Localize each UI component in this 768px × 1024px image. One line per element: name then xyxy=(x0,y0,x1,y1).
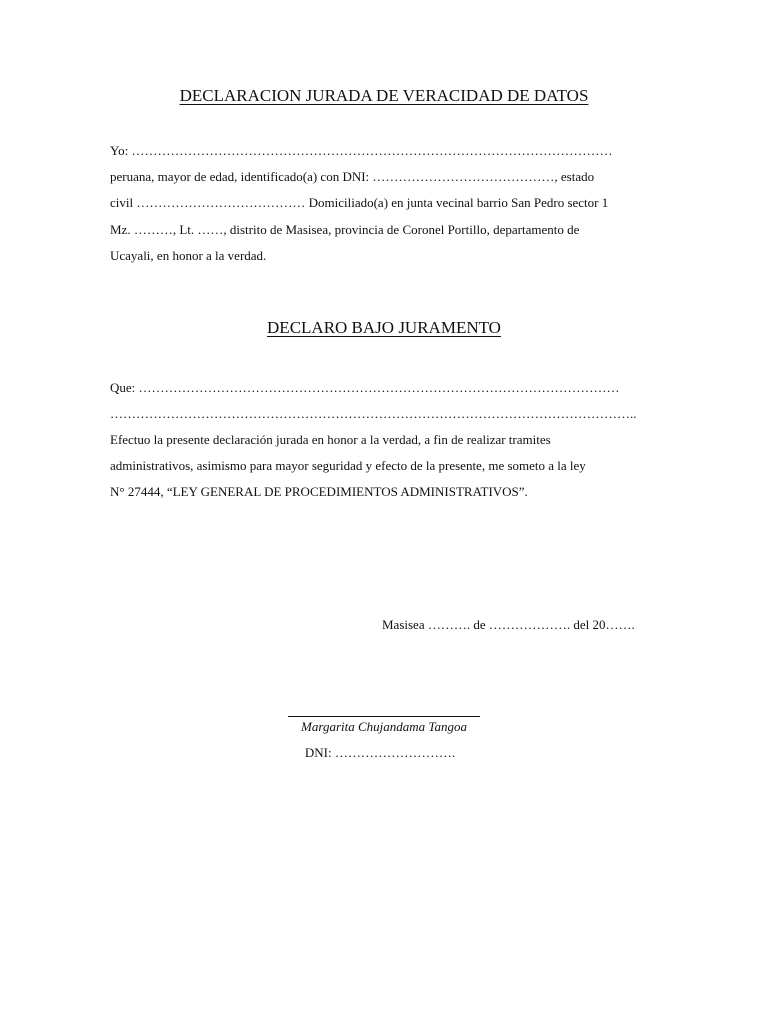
section-heading xyxy=(0,318,768,338)
declaration-line: Efectuo la presente declaración jurada en honor a la verdad, a fin de realizar tramites xyxy=(110,432,551,447)
signatory-dni: DNI: ………………………. xyxy=(304,745,456,760)
section-heading-text: DECLARO BAJO JURAMENTO xyxy=(267,318,501,337)
declaration-line: N° 27444, “LEY GENERAL DE PROCEDIMIENTOS ADMINISTRATIVOS”. xyxy=(110,484,528,499)
signature-block xyxy=(0,716,768,761)
intro-line: Yo: ………………………………………………………………………………………………… xyxy=(110,143,613,158)
declaration-line: Que: ………………………………………………………………………………………………… xyxy=(110,380,620,395)
declaration-line: administrativos, asimismo para mayor seguridad y efecto de la presente, me someto a la ley xyxy=(110,458,586,473)
signature-line xyxy=(288,716,480,717)
place-date-line: Masisea ………. de ………………. del 20……. xyxy=(382,617,635,632)
intro-line: Mz. ………, Lt. ……, distrito de Masisea, provincia de Coronel Portillo, departamento de xyxy=(110,222,580,237)
intro-line: Ucayali, en honor a la verdad. xyxy=(110,248,267,263)
document-title-text: DECLARACION JURADA DE VERACIDAD DE DATOS xyxy=(179,86,589,105)
intro-line: civil ………………………………… Domiciliado(a) en junta vecinal barrio San Pedro sector 1 xyxy=(110,195,609,210)
document-title xyxy=(0,86,768,106)
signatory-name: Margarita Chujandama Tangoa xyxy=(301,719,467,734)
intro-line: peruana, mayor de edad, identificado(a) con DNI: ……………………………………, estado xyxy=(110,169,595,184)
declaration-line: ………………………………………………………………………………………………………….. xyxy=(110,406,637,421)
